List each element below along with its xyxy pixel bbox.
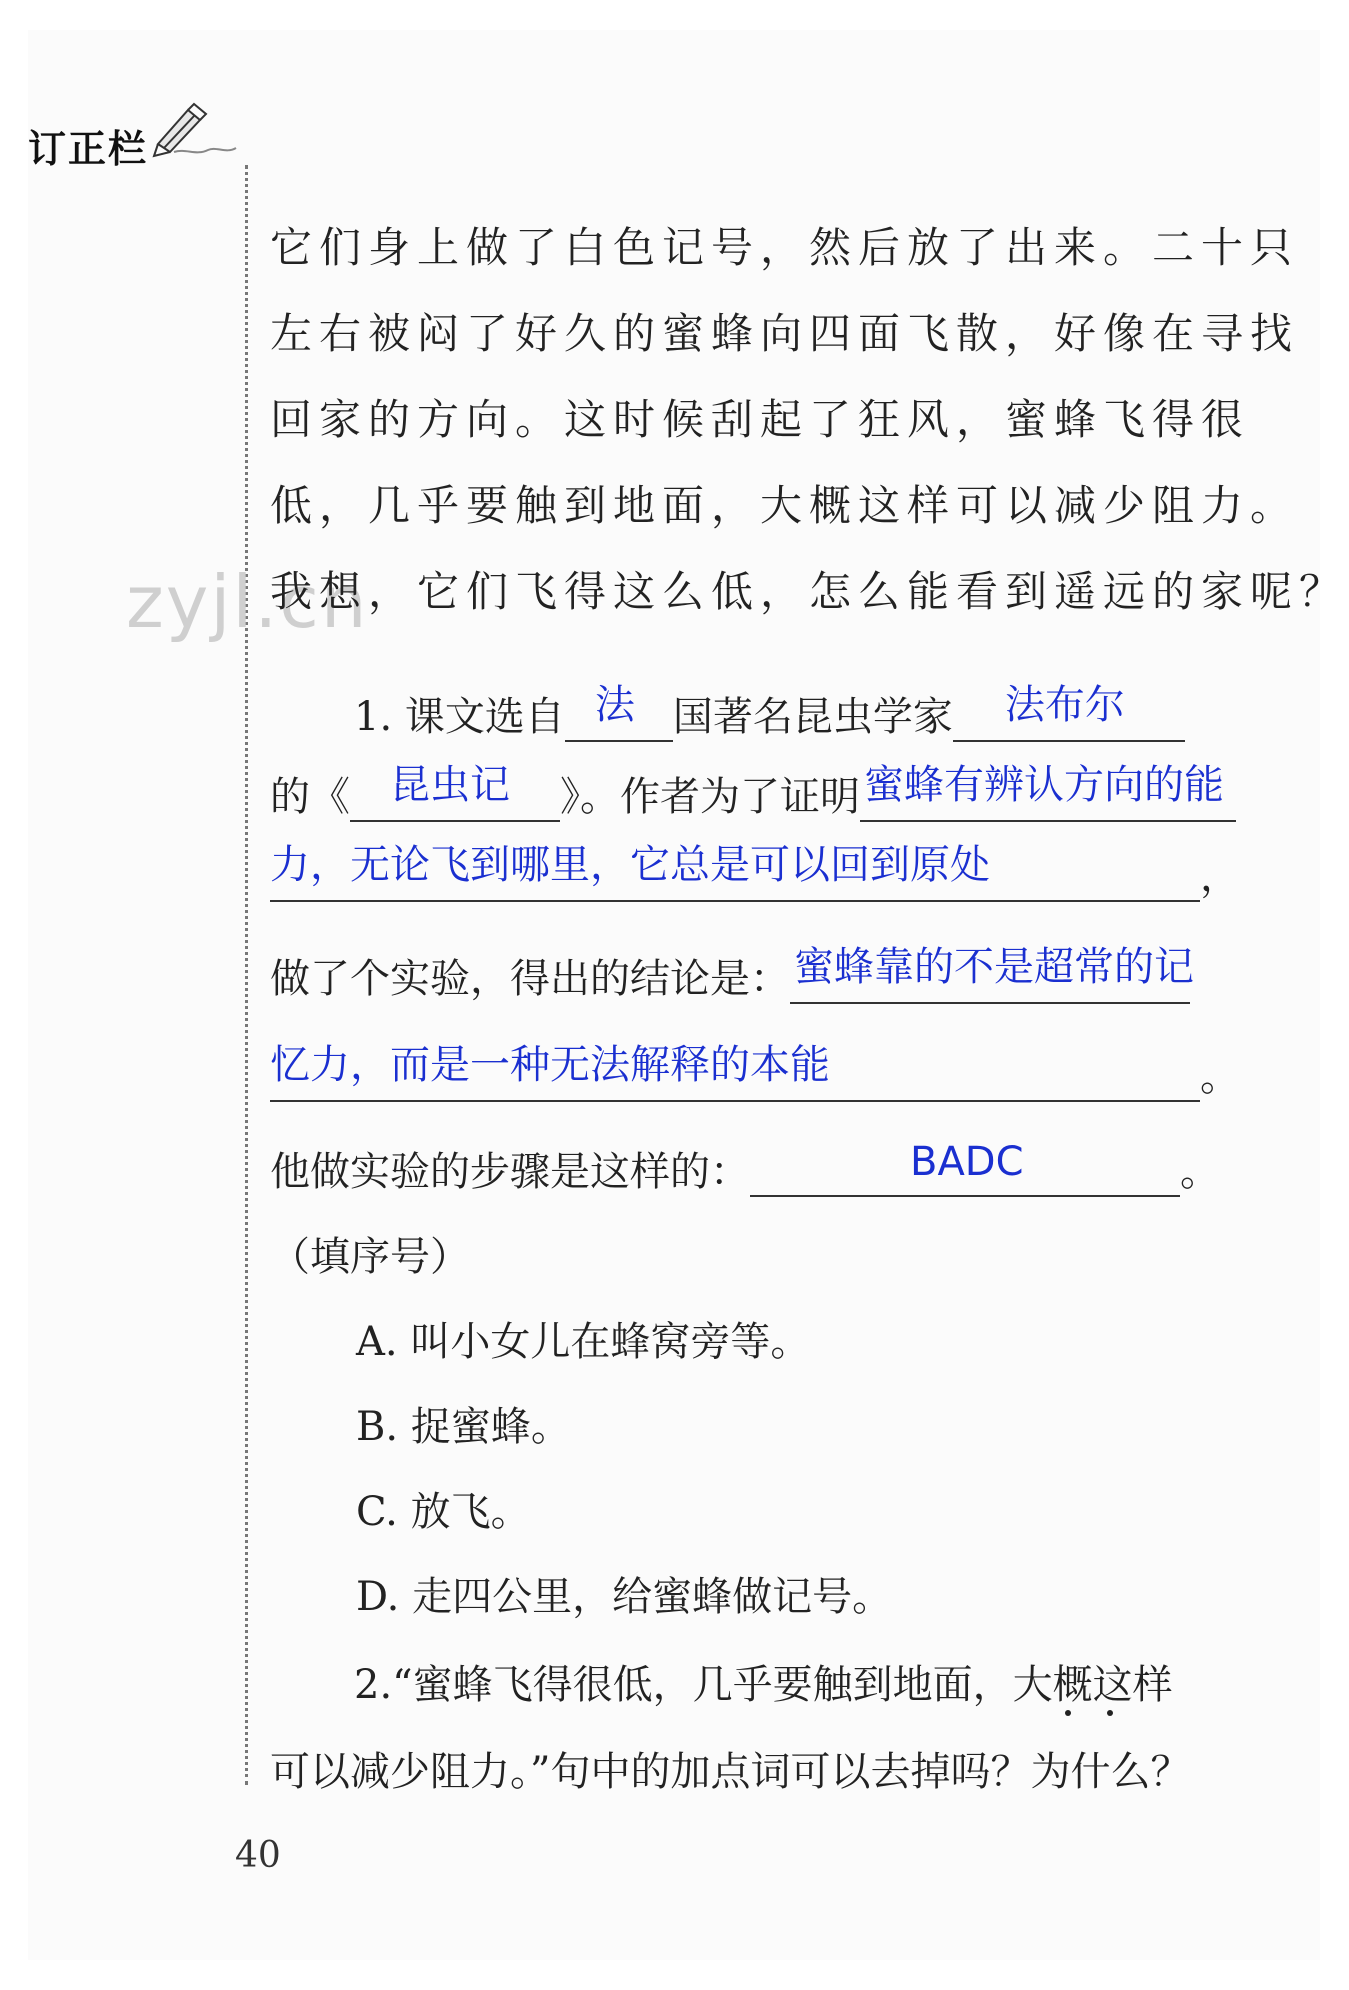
answer-steps: BADC — [910, 1139, 1024, 1185]
emphasis-dot — [1107, 1710, 1113, 1716]
margin-dotted-line — [245, 165, 248, 1785]
answer-book: 昆虫记 — [390, 762, 510, 808]
answer-blank-book[interactable] — [350, 762, 560, 822]
answer-conclusion-2: 忆力，而是一种无法解释的本能 — [270, 1042, 830, 1088]
correction-column-title: 订正栏 — [28, 127, 149, 171]
passage-line: 左右被闷了好久的蜜蜂向四面飞散，好像在寻找 — [270, 309, 1300, 358]
answer-blank-conclusion-2[interactable] — [270, 1042, 1200, 1102]
punctuation: ， — [1200, 854, 1240, 900]
q2-line-1: 2.“蜜蜂飞得很低，几乎要触到地面，大概这样 — [354, 1662, 1173, 1708]
passage-line: 回家的方向。这时候刮起了狂风，蜜蜂飞得很 — [270, 395, 1251, 444]
answer-prove-2: 力，无论飞到哪里，它总是可以回到原处 — [270, 842, 990, 888]
option-d: D. 走四公里，给蜜蜂做记号。 — [356, 1574, 893, 1620]
q1-text: 的《 — [270, 774, 350, 820]
q1-line-3 — [270, 842, 1240, 902]
answer-blank-conclusion-1[interactable] — [790, 944, 1194, 1004]
answer-blank-steps[interactable] — [750, 1139, 1180, 1197]
answer-author: 法布尔 — [1004, 682, 1125, 728]
q1-text: 1. 课文选自 — [354, 694, 565, 740]
emphasis-dot — [1065, 1710, 1071, 1716]
answer-blank-country[interactable] — [565, 682, 673, 742]
q1-line-2 — [270, 762, 1236, 822]
q1-line-1 — [270, 682, 1185, 742]
q2-line-2: 可以减少阻力。”句中的加点词可以去掉吗？为什么？ — [270, 1749, 1191, 1795]
answer-conclusion-1: 蜜蜂靠的不是超常的记 — [794, 944, 1194, 990]
option-b: B. 捉蜜蜂。 — [356, 1404, 571, 1450]
watermark: zyjl.cn — [126, 560, 369, 644]
answer-blank-prove-2[interactable] — [270, 842, 1200, 902]
passage-line: 我想，它们飞得这么低，怎么能看到遥远的家呢？ — [270, 567, 1349, 616]
answer-blank-author[interactable] — [953, 682, 1185, 742]
q1-text: 国著名昆虫学家 — [672, 694, 953, 740]
passage-line: 它们身上做了白色记号，然后放了出来。二十只 — [270, 223, 1300, 272]
q1-line-5 — [270, 1042, 1240, 1102]
reading-passage — [270, 205, 1349, 635]
passage-line: 低，几乎要触到地面，大概这样可以减少阻力。 — [270, 481, 1300, 530]
q1-text: 》。作者为了证明 — [560, 774, 860, 820]
q1-line-4 — [270, 944, 1194, 1004]
answer-country: 法 — [594, 682, 635, 728]
pencil-icon — [150, 100, 240, 160]
q1-text: 他做实验的步骤是这样的： — [270, 1149, 750, 1195]
punctuation: 。 — [1180, 1149, 1220, 1195]
q1-line-6 — [270, 1140, 1220, 1197]
option-c: C. 放飞。 — [356, 1489, 531, 1535]
answer-blank-prove-1[interactable] — [860, 762, 1236, 822]
answer-prove-1: 蜜蜂有辨认方向的能 — [864, 762, 1224, 808]
punctuation: 。 — [1200, 1054, 1240, 1100]
q1-text: 做了个实验，得出的结论是： — [270, 956, 790, 1002]
page-number: 40 — [235, 1835, 281, 1876]
q1-line-7: （填序号） — [270, 1234, 470, 1280]
option-a: A. 叫小女儿在蜂窝旁等。 — [356, 1319, 811, 1365]
main-content — [270, 205, 1349, 1795]
